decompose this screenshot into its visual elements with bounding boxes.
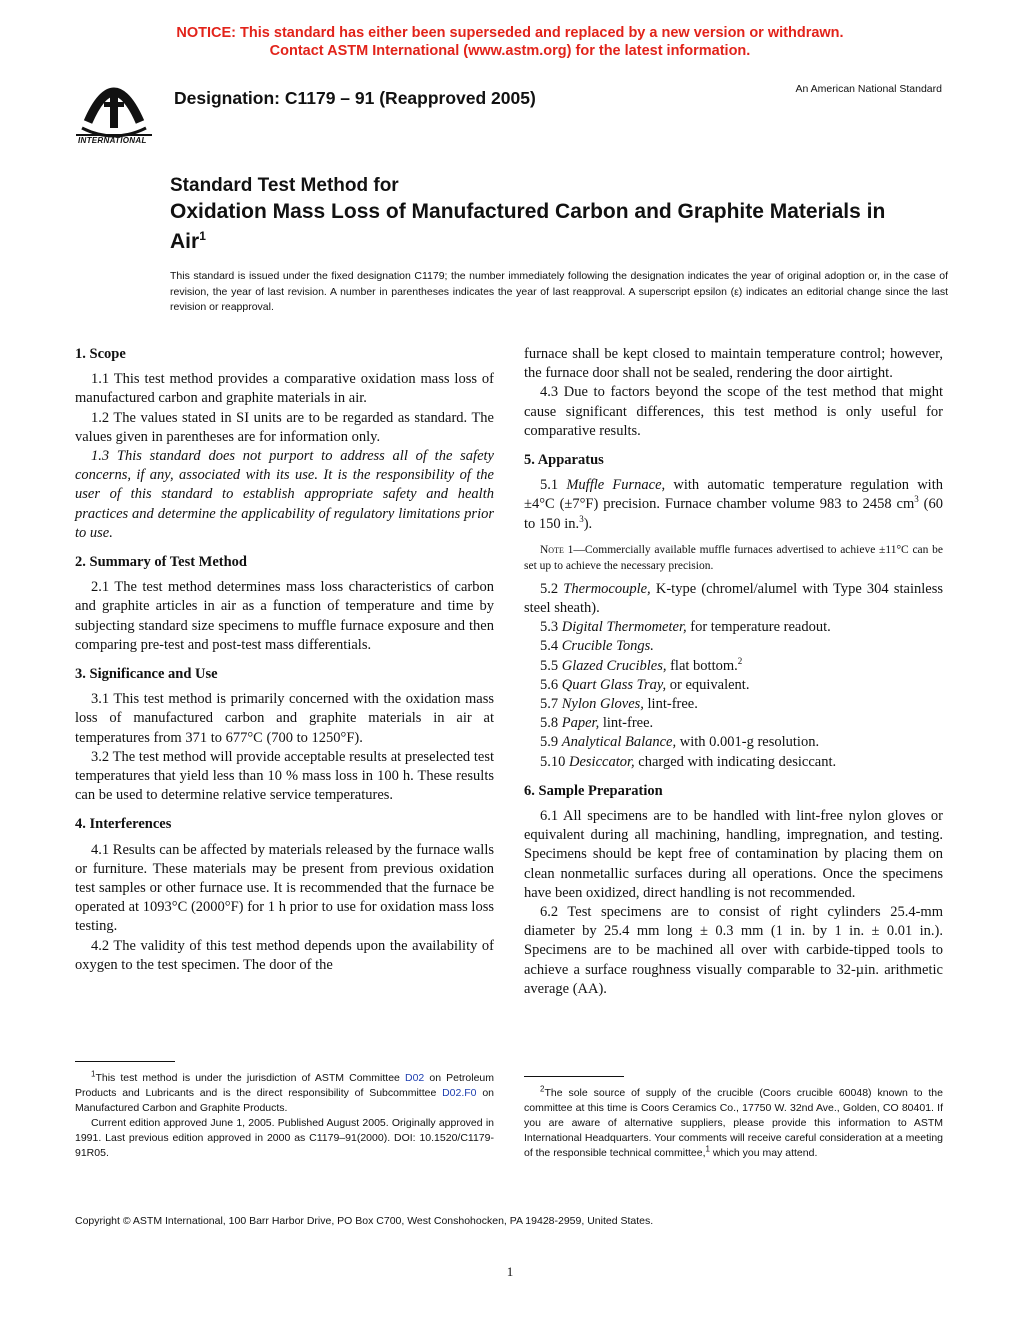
apparatus-item-5-6: [524, 676, 943, 695]
designation: Designation: C1179 – 91 (Reapproved 2005): [174, 88, 536, 108]
item-text: for temperature readout.: [690, 619, 831, 636]
preamble: This standard is issued under the fixed designation C1179; the number immediately following the designation indicates the year of original adoption or, in the case of revision, the year of last revision. A number in parentheses indicates the year of last reapproval. A superscript epsilon (ε) indicates an editorial change since the last revision or reapproval.: [170, 270, 948, 313]
footnote-superscript: 1: [705, 1144, 710, 1154]
subcommittee-d02-f0-link[interactable]: D02.F0: [442, 1087, 477, 1099]
apparatus-item-5-8: [524, 714, 943, 733]
item-number: 5.2: [540, 580, 559, 597]
item-number: 5.10: [540, 753, 566, 770]
apparatus-item-5-3: [524, 618, 943, 637]
section-5-heading: 5. Apparatus: [524, 452, 604, 469]
note-text: 1—Commercially available muffle furnaces advertised to achieve ±11°C can be set up to achieve the necessary precision.: [524, 543, 944, 572]
footnote-rule-right: [524, 1076, 624, 1077]
footnote-text: on Manufactured Carbon and Graphite Products.: [75, 1087, 494, 1114]
item-text: ).: [583, 515, 593, 532]
apparatus-item-5-7: [524, 695, 943, 714]
item-term: Glazed Crucibles,: [561, 657, 667, 674]
left-column: [75, 345, 494, 975]
title-footnote-mark: 1: [199, 229, 206, 243]
footnote-2-para: [524, 1086, 943, 1161]
apparatus-item-5-10: [524, 753, 943, 772]
para-4-3: 4.3 Due to factors beyond the scope of the test method that might cause significant differences, this test method is only useful for comparative results.: [524, 384, 943, 439]
footnote-text: on Petroleum Products and Lubricants and is the direct responsibility of Subcommittee: [75, 1072, 495, 1099]
copyright: Copyright © ASTM International, 100 Barr Harbor Drive, PO Box C700, West Conshohocken, PA 19428-2959, United States.: [75, 1215, 654, 1227]
para-4-1: 4.1 Results can be affected by materials released by the furnace walls or furniture. These materials may be present from previous oxidation test samples or other furnace use. It is recommended that the furnace be operated at 1093°C (2000°F) for 1 h prior to use for oxidation mass loss testing.: [75, 841, 494, 935]
footnote-text: This test method is under the jurisdiction of ASTM Committee: [95, 1072, 400, 1084]
section-2-heading: 2. Summary of Test Method: [75, 554, 247, 571]
notice-banner: [0, 24, 1020, 60]
para-3-2: 3.2 The test method will provide acceptable results at preselected test temperatures that yield less than 10 % mass loss in 100 h. These results can be used to determine relative service temperatures.: [75, 748, 494, 804]
item-text: with automatic temperature regulation with ±4°C (±7°F) precision. Furnace chamber volume 983 to 2458 cm: [524, 477, 943, 513]
logo-text: INTERNATIONAL: [78, 136, 147, 145]
item-number: 5.7: [540, 696, 559, 713]
item-term: Thermocouple,: [563, 580, 651, 597]
page-number: 1: [506, 1264, 514, 1279]
item-term: Paper,: [561, 715, 600, 732]
section-6-heading: 6. Sample Preparation: [524, 782, 663, 799]
footnote-text: The sole source of supply of the crucible (Coors crucible 60048) known to the committee at this time is Coors Ceramics Co., 17750 W. 32nd Ave., Golden, CO 80401. If you are aware of alternative suppliers, please provide this information to ASTM International Headquarters. Your comments will receive careful consideration at a meeting of the responsible technical committee,: [524, 1087, 943, 1159]
item-text: K-type (chromel/alumel with Type 304 stainless steel sheath).: [524, 580, 943, 617]
para-2-1: 2.1 The test method determines mass loss characteristics of carbon and graphite articles in air as a function of temperature and time by subjecting standard size specimens to muffle furnace exposure and then comparing pre-test and post-test mass differentials.: [75, 579, 494, 653]
title-prefix: Standard Test Method for: [170, 175, 399, 196]
item-term: Digital Thermometer,: [561, 619, 687, 636]
apparatus-item-5-1: [524, 476, 943, 534]
item-term: Crucible Tongs.: [561, 638, 654, 655]
item-text: charged with indicating desiccant.: [638, 753, 837, 770]
committee-d02-link[interactable]: D02: [405, 1072, 425, 1084]
footnote-mark: 2: [540, 1084, 545, 1094]
item-text: flat bottom.: [670, 657, 738, 674]
item-superscript: 2: [737, 655, 743, 666]
item-term: Quart Glass Tray,: [561, 676, 667, 693]
item-term: Muffle Furnace,: [566, 477, 666, 494]
item-text: or equivalent.: [669, 676, 750, 693]
footnote-text: which you may attend.: [712, 1147, 818, 1159]
note-label: Note: [540, 543, 564, 556]
item-superscript: 3: [579, 513, 584, 524]
notice-line-1: NOTICE: This standard has either been superseded and replaced by a new version or withdrawn.: [176, 25, 844, 41]
para-6-1: 6.1 All specimens are to be handled with lint-free nylon gloves or equivalent during all machining, handling, impregnation, and testing. Specimens should be kept free of contamination by placing them on clean nonmetallic surfaces during all operations. Once the specimens have been oxidized, direct handling is not recommended.: [524, 808, 943, 901]
item-number: 5.4: [540, 638, 559, 655]
document-title: [170, 199, 890, 254]
notice-line-2: Contact ASTM International (www.astm.org) for the latest information.: [269, 43, 751, 59]
para-1-1: 1.1 This test method provides a comparative oxidation mass loss of manufactured carbon and graphite materials in air.: [75, 371, 494, 407]
item-text: lint-free.: [647, 696, 698, 713]
item-text: with 0.001-g resolution.: [679, 734, 820, 751]
national-standard-label: An American National Standard: [795, 83, 942, 95]
footnote-mark: 1: [91, 1069, 96, 1079]
para-1-3: [75, 447, 494, 543]
section-4-heading: 4. Interferences: [75, 816, 172, 833]
para-6-2: 6.2 Test specimens are to consist of right cylinders 25.4-mm diameter by 25.4 mm long ± 0.3 mm (1 in. by 1 in. ± 0.01 in.). Specimens are to be machined all over with carbide-tipped tools to achieve a surface roughness visually comparable to 32-µin. arithmetic average (AA).: [524, 904, 943, 997]
item-number: 5.3: [540, 619, 559, 636]
item-number: 5.6: [540, 676, 559, 693]
item-number: 5.1: [540, 477, 559, 494]
apparatus-item-5-9: [524, 733, 943, 752]
item-text: (60 to 150 in.: [524, 496, 943, 532]
footnote-2: [524, 1086, 943, 1161]
item-number: 5.8: [540, 715, 559, 732]
title-text: Oxidation Mass Loss of Manufactured Carbon and Graphite Materials in Air: [170, 200, 886, 253]
item-number: 5.9: [540, 734, 559, 751]
item-number: 5.5: [540, 657, 559, 674]
footnote-rule-left: [75, 1061, 175, 1062]
item-text: lint-free.: [602, 715, 654, 732]
apparatus-item-5-4: [524, 637, 943, 656]
item-term: Nylon Gloves,: [561, 696, 644, 713]
footnote-1: [75, 1071, 494, 1161]
section-1-heading: 1. Scope: [75, 346, 126, 362]
section-3-heading: 3. Significance and Use: [75, 666, 218, 683]
apparatus-item-5-2: [524, 580, 943, 618]
right-column: [524, 345, 943, 999]
footnote-1-approval: Current edition approved June 1, 2005. Published August 2005. Originally approved in 1991. Last previous edition approved in 2000 as C1179–91(2000). DOI: 10.1520/C1179-91R05.: [75, 1117, 494, 1159]
footnote-1-para: [75, 1071, 494, 1116]
apparatus-item-5-5: [524, 657, 943, 676]
item-superscript: 3: [914, 494, 919, 505]
item-term: Desiccator,: [569, 753, 635, 770]
para-1-3-text: 1.3 This standard does not purport to address all of the safety concerns, if any, associated with its use. It is the responsibility of the user of this standard to establish appropriate safety and health practices and determine the applicability of regulatory limitations prior to use.: [75, 448, 494, 541]
note-1: [524, 542, 943, 574]
para-4-2: 4.2 The validity of this test method depends upon the availability of oxygen to the test specimen. The door of the: [75, 937, 494, 973]
para-3-1: 3.1 This test method is primarily concerned with the oxidation mass loss of manufactured carbon and graphite materials in air at temperatures from 371 to 677°C (700 to 1250°F).: [75, 691, 494, 746]
astm-logo: [68, 72, 160, 152]
item-term: Analytical Balance,: [561, 734, 677, 751]
para-1-2: 1.2 The values stated in SI units are to be regarded as standard. The values given in parentheses are for information only.: [75, 409, 494, 445]
para-4-2-continued: furnace shall be kept closed to maintain temperature control; however, the furnace door shall not be sealed, rendering the door airtight.: [524, 346, 943, 382]
